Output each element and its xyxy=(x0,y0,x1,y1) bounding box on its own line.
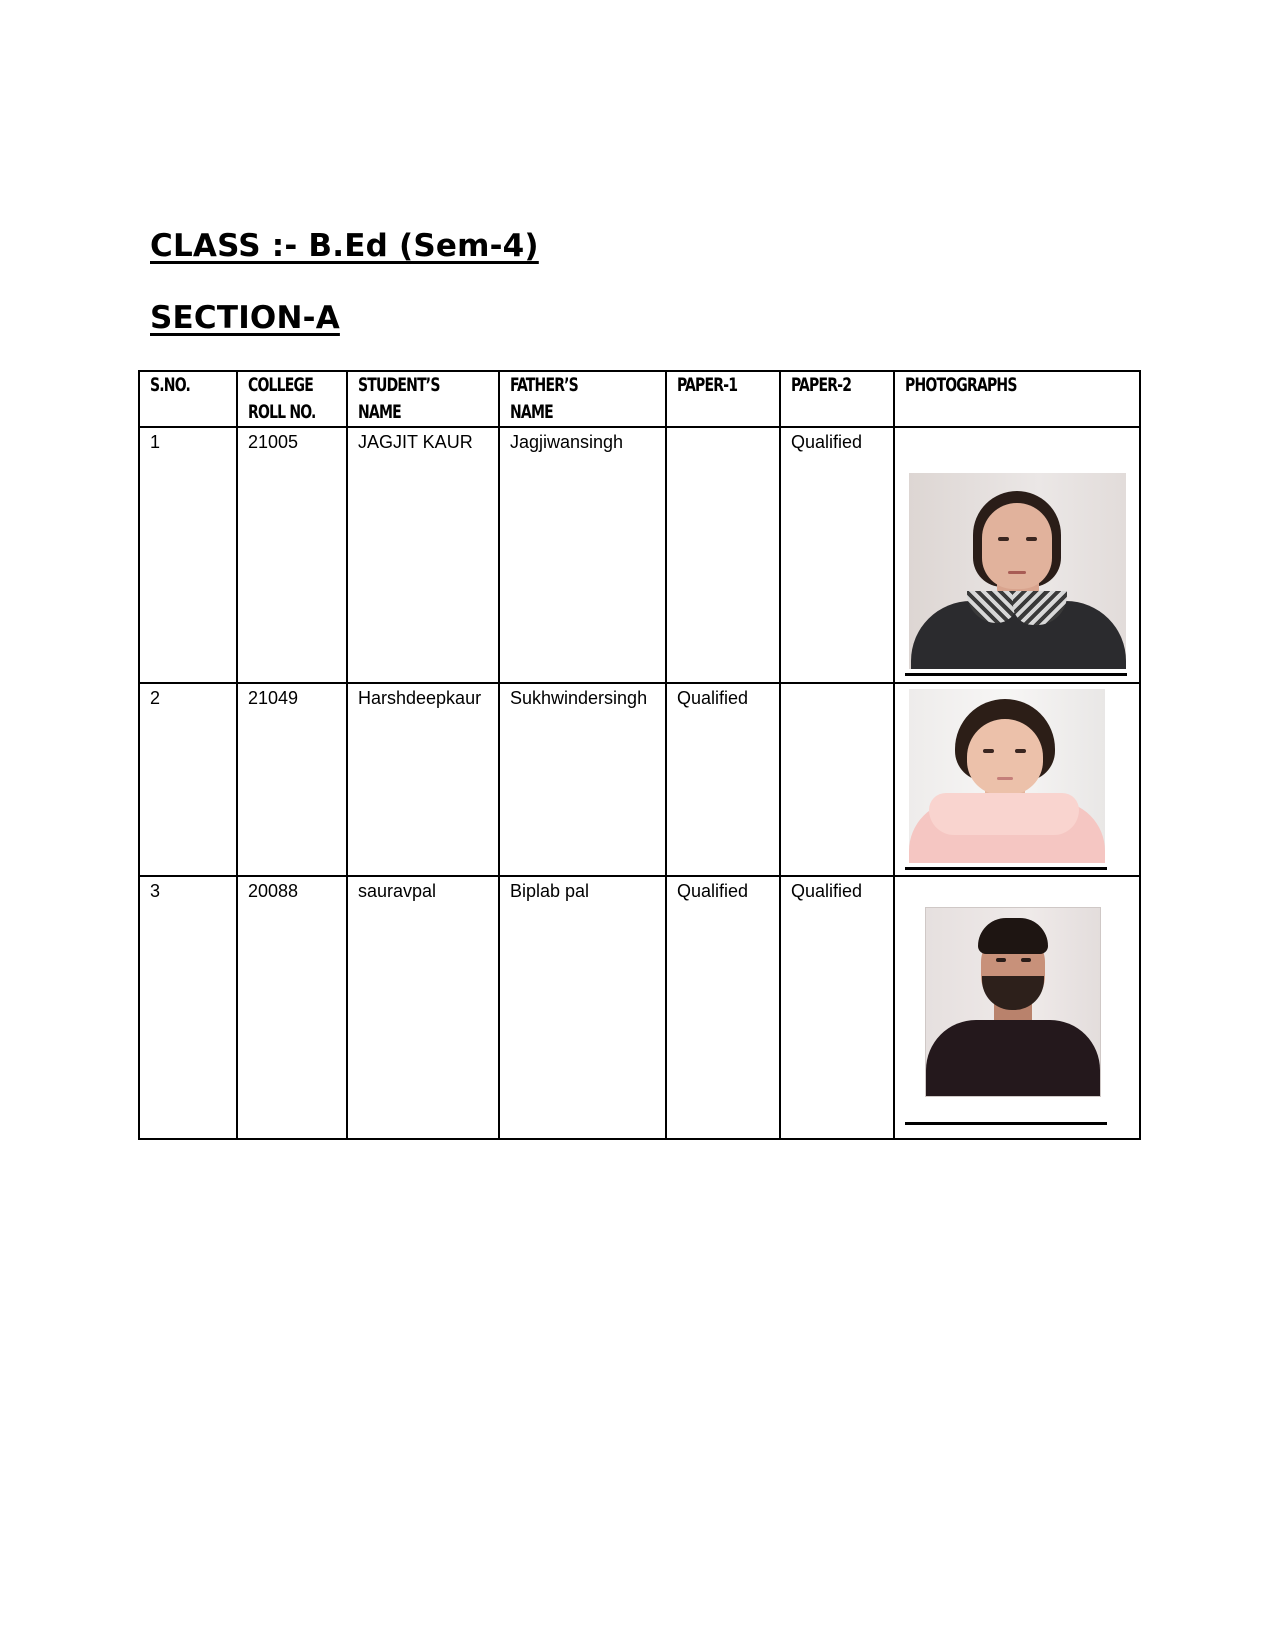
cell-student-name: Harshdeepkaur xyxy=(347,683,499,876)
cell-father-name: Jagjiwansingh xyxy=(499,427,666,683)
cell-paper-1 xyxy=(666,427,780,683)
cell-father-name: Biplab pal xyxy=(499,876,666,1139)
header-students-name: STUDENT’S NAME xyxy=(347,371,499,427)
cell-photograph xyxy=(894,876,1140,1139)
cell-sno: 3 xyxy=(139,876,237,1139)
cell-paper-1: Qualified xyxy=(666,683,780,876)
header-paper-1: PAPER-1 xyxy=(666,371,780,427)
table-row xyxy=(139,683,1140,876)
cell-photograph xyxy=(894,683,1140,876)
section-title: SECTION-A xyxy=(150,300,340,336)
student-photo-3 xyxy=(925,907,1101,1097)
header-photographs: PHOTOGRAPHS xyxy=(894,371,1140,427)
cell-father-name: Sukhwindersingh xyxy=(499,683,666,876)
table-row xyxy=(139,876,1140,1139)
header-sno: S.NO. xyxy=(139,371,237,427)
cell-paper-1: Qualified xyxy=(666,876,780,1139)
student-photo-2 xyxy=(909,689,1105,863)
cell-sno: 1 xyxy=(139,427,237,683)
header-college-roll-no: COLLEGE ROLL NO. xyxy=(237,371,347,427)
cell-student-name: sauravpal xyxy=(347,876,499,1139)
photo-underline xyxy=(905,1122,1107,1125)
cell-paper-2: Qualified xyxy=(780,876,894,1139)
cell-student-name: JAGJIT KAUR xyxy=(347,427,499,683)
header-fathers-name: FATHER’S NAME xyxy=(499,371,666,427)
photo-underline xyxy=(905,673,1127,676)
cell-roll-no: 20088 xyxy=(237,876,347,1139)
cell-paper-2 xyxy=(780,683,894,876)
cell-roll-no: 21005 xyxy=(237,427,347,683)
cell-photograph xyxy=(894,427,1140,683)
class-title: CLASS :- B.Ed (Sem-4) xyxy=(150,228,539,264)
student-photo-1 xyxy=(909,473,1126,669)
photo-underline xyxy=(905,867,1107,870)
cell-paper-2: Qualified xyxy=(780,427,894,683)
results-table xyxy=(138,370,1141,1140)
header-paper-2: PAPER-2 xyxy=(780,371,894,427)
cell-roll-no: 21049 xyxy=(237,683,347,876)
table-row xyxy=(139,427,1140,683)
cell-sno: 2 xyxy=(139,683,237,876)
table-header-row xyxy=(139,371,1140,427)
